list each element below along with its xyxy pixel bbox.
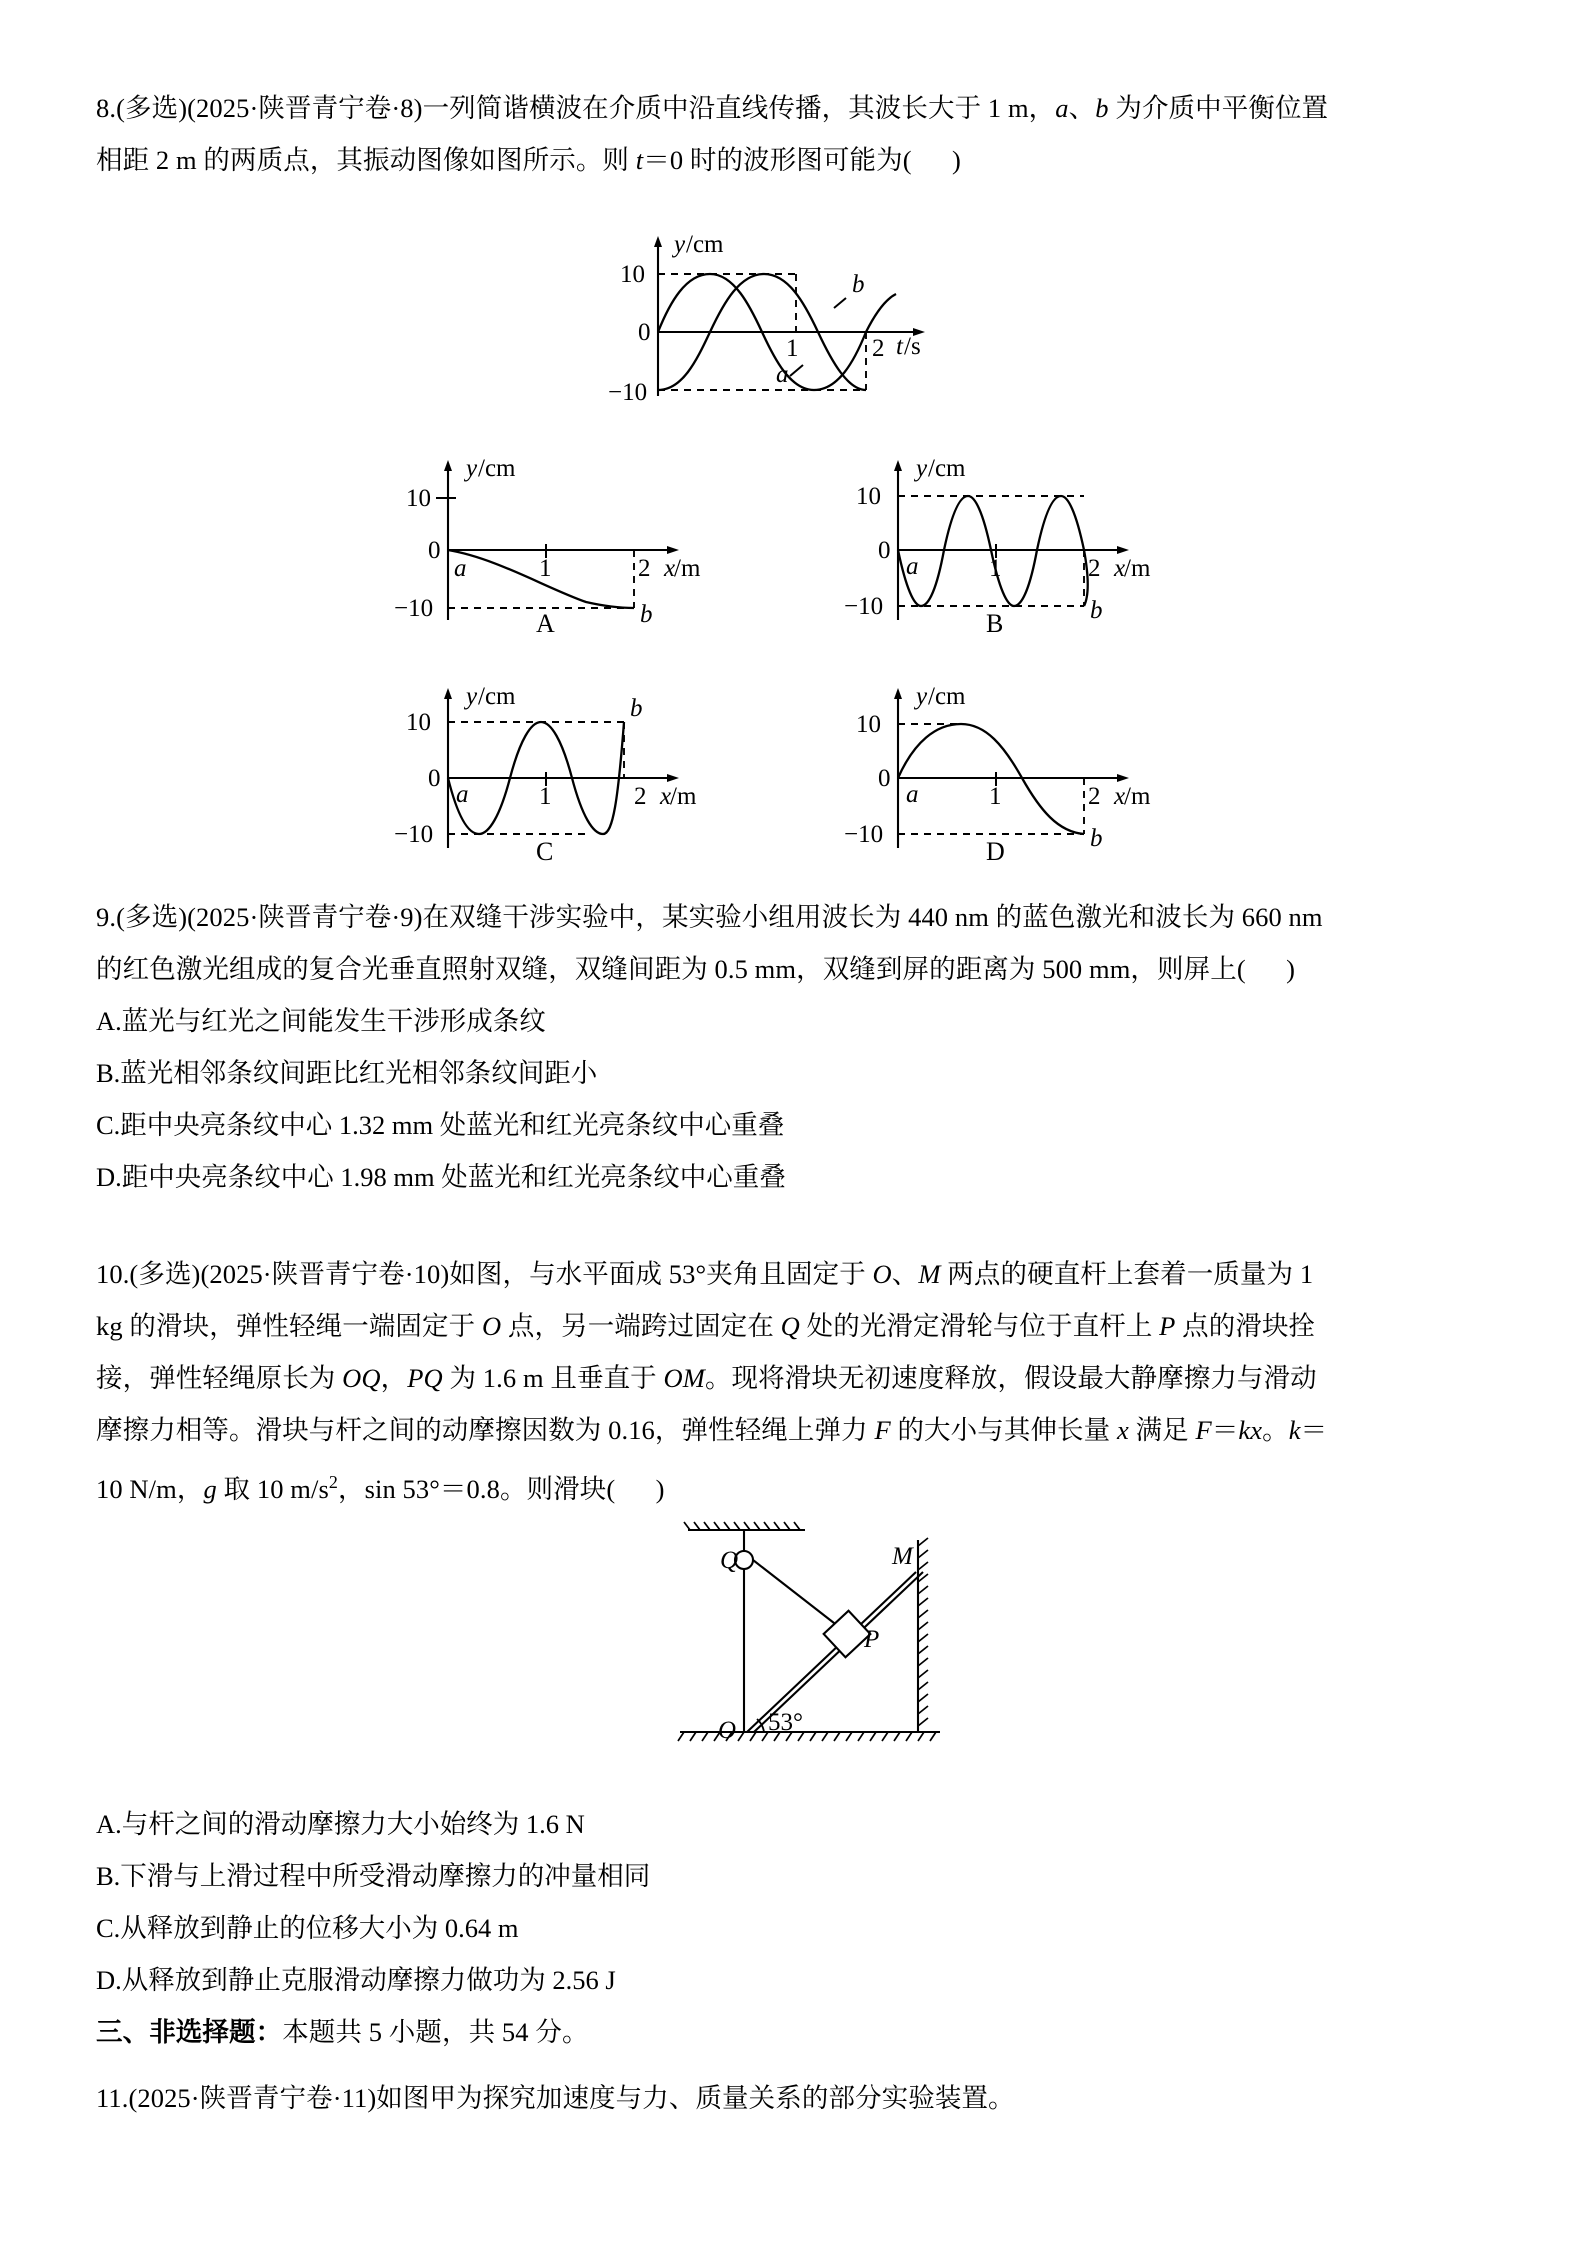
svg-text:P: P <box>864 1626 880 1653</box>
question-10-option-B: B.下滑与上滑过程中所受滑动摩擦力的冲量相同 <box>96 1861 651 1891</box>
question-10-stem-line-4: 摩擦力相等。滑块与杆之间的动摩擦因数为 0.16，弹性轻绳上弹力 F 的大小与其伸长量 x 满足 F＝kx。k＝ <box>96 1415 1328 1445</box>
svg-text:/m: /m <box>674 555 701 582</box>
svg-text:y: y <box>674 231 686 258</box>
question-9-stem-line-2: 的红色激光组成的复合光垂直照射双缝，双缝间距为 0.5 mm，双缝到屏的距离为 500 mm，则屏上( ) <box>96 954 1296 984</box>
question-9-option-B: B.蓝光相邻条纹间距比红光相邻条纹间距小 <box>96 1058 598 1088</box>
svg-text:A: A <box>536 609 555 633</box>
svg-text:−10: −10 <box>394 821 434 848</box>
svg-text:y: y <box>916 683 928 710</box>
svg-text:b: b <box>630 695 643 722</box>
svg-text:−10: −10 <box>608 379 648 406</box>
question-11 <box>96 2072 1496 2124</box>
svg-text:−10: −10 <box>844 593 884 620</box>
question-8-stem <box>96 82 1496 186</box>
svg-text:O: O <box>718 1717 737 1744</box>
svg-text:0: 0 <box>878 537 891 564</box>
svg-text:D: D <box>986 837 1005 861</box>
section-3-heading-label: 三、非选择题： <box>96 2017 283 2047</box>
svg-text:1: 1 <box>786 335 799 362</box>
svg-text:B: B <box>986 609 1004 633</box>
svg-text:a: a <box>906 781 919 808</box>
section-3-heading-rest: 本题共 5 小题，共 54 分。 <box>282 2017 589 2047</box>
svg-text:y: y <box>916 455 928 482</box>
question-9 <box>96 891 1496 1203</box>
svg-text:t: t <box>896 333 903 360</box>
svg-text:0: 0 <box>428 765 441 792</box>
svg-text:1: 1 <box>989 555 1002 582</box>
question-8-stem-line-2: 相距 2 m 的两质点，其振动图像如图所示。则 t＝0 时的波形图可能为( ) <box>96 145 961 175</box>
q8-vibration-figure <box>600 228 940 408</box>
svg-text:b: b <box>852 271 865 298</box>
q8-option-C-figure <box>386 676 716 861</box>
svg-text:10: 10 <box>856 711 881 738</box>
svg-text:/m: /m <box>670 783 697 810</box>
svg-text:b: b <box>1090 597 1103 624</box>
svg-text:−10: −10 <box>394 595 434 622</box>
svg-text:1: 1 <box>539 783 552 810</box>
question-9-option-C: C.距中央亮条纹中心 1.32 mm 处蓝光和红光亮条纹中心重叠 <box>96 1110 785 1140</box>
svg-text:/cm: /cm <box>478 455 516 482</box>
svg-text:b: b <box>640 601 653 628</box>
q8-option-D-figure <box>836 676 1166 861</box>
question-9-option-A: A.蓝光与红光之间能发生干涉形成条纹 <box>96 1006 546 1036</box>
question-10-stem-line-1: 10.(多选)(2025·陕晋青宁卷·10)如图，与水平面成 53°夹角且固定于 O、M 两点的硬直杆上套着一质量为 1 <box>96 1259 1314 1289</box>
svg-text:10: 10 <box>620 261 645 288</box>
question-10-option-A: A.与杆之间的滑动摩擦力大小始终为 1.6 N <box>96 1809 585 1839</box>
question-10-figure <box>640 1512 970 1752</box>
svg-text:/cm: /cm <box>478 683 516 710</box>
svg-text:x: x <box>664 555 676 582</box>
q8-option-A-figure <box>386 448 716 633</box>
svg-text:2: 2 <box>1088 555 1101 582</box>
question-10-options <box>96 1798 1496 2006</box>
svg-text:Q: Q <box>720 1547 739 1574</box>
svg-text:10: 10 <box>856 483 881 510</box>
svg-text:2: 2 <box>1088 783 1101 810</box>
svg-text:x: x <box>1114 783 1126 810</box>
question-9-stem-line-1: 9.(多选)(2025·陕晋青宁卷·9)在双缝干涉实验中，某实验小组用波长为 440 nm 的蓝色激光和波长为 660 nm <box>96 902 1323 932</box>
svg-text:y: y <box>466 683 478 710</box>
question-8-stem-line-1: 8.(多选)(2025·陕晋青宁卷·8)一列简谐横波在介质中沿直线传播，其波长大于 1 m，a、b 为介质中平衡位置 <box>96 93 1329 123</box>
svg-text:0: 0 <box>638 319 651 346</box>
question-11-stem: 11.(2025·陕晋青宁卷·11)如图甲为探究加速度与力、质量关系的部分实验装置。 <box>96 2083 1015 2113</box>
svg-text:/cm: /cm <box>928 455 966 482</box>
question-10-stem-line-3: 接，弹性轻绳原长为 OQ，PQ 为 1.6 m 且垂直于 OM。现将滑块无初速度释放，假设最大静摩擦力与滑动 <box>96 1363 1317 1393</box>
svg-text:0: 0 <box>878 765 891 792</box>
svg-text:10: 10 <box>406 709 431 736</box>
section-3-heading <box>96 2006 1496 2058</box>
svg-text:/cm: /cm <box>686 231 724 258</box>
question-10-stem-line-5: 10 N/m，g 取 10 $m/s^2$，sin 53°＝0.8。则滑块( ) <box>96 1472 665 1504</box>
question-10-option-D: D.从释放到静止克服滑动摩擦力做功为 2.56 J <box>96 1965 616 1995</box>
svg-text:/cm: /cm <box>928 683 966 710</box>
svg-text:10: 10 <box>406 485 431 512</box>
svg-text:b: b <box>1090 825 1103 852</box>
svg-text:53°: 53° <box>768 1709 803 1736</box>
svg-text:M: M <box>892 1543 913 1570</box>
svg-text:a: a <box>776 361 789 388</box>
svg-text:2: 2 <box>638 555 651 582</box>
svg-text:a: a <box>454 555 467 582</box>
svg-text:x: x <box>1114 555 1126 582</box>
question-10-stem-line-2: kg 的滑块，弹性轻绳一端固定于 O 点，另一端跨过固定在 Q 处的光滑定滑轮与位于直杆上 P 点的滑块拴 <box>96 1311 1316 1341</box>
svg-text:a: a <box>456 781 469 808</box>
svg-text:x: x <box>660 783 672 810</box>
question-10-option-C: C.从释放到静止的位移大小为 0.64 m <box>96 1913 519 1943</box>
svg-text:C: C <box>536 837 554 861</box>
svg-text:/m: /m <box>1124 783 1151 810</box>
svg-text:−10: −10 <box>844 821 884 848</box>
svg-text:2: 2 <box>634 783 647 810</box>
svg-text:/m: /m <box>1124 555 1151 582</box>
svg-text:0: 0 <box>428 537 441 564</box>
svg-text:/s: /s <box>904 333 921 360</box>
question-9-option-D: D.距中央亮条纹中心 1.98 mm 处蓝光和红光亮条纹中心重叠 <box>96 1162 786 1192</box>
svg-text:1: 1 <box>989 783 1002 810</box>
svg-text:a: a <box>906 553 919 580</box>
q8-option-B-figure <box>836 448 1166 633</box>
svg-text:y: y <box>466 455 478 482</box>
svg-text:1: 1 <box>539 555 552 582</box>
svg-text:2: 2 <box>872 335 885 362</box>
question-10-stem <box>96 1248 1496 1515</box>
